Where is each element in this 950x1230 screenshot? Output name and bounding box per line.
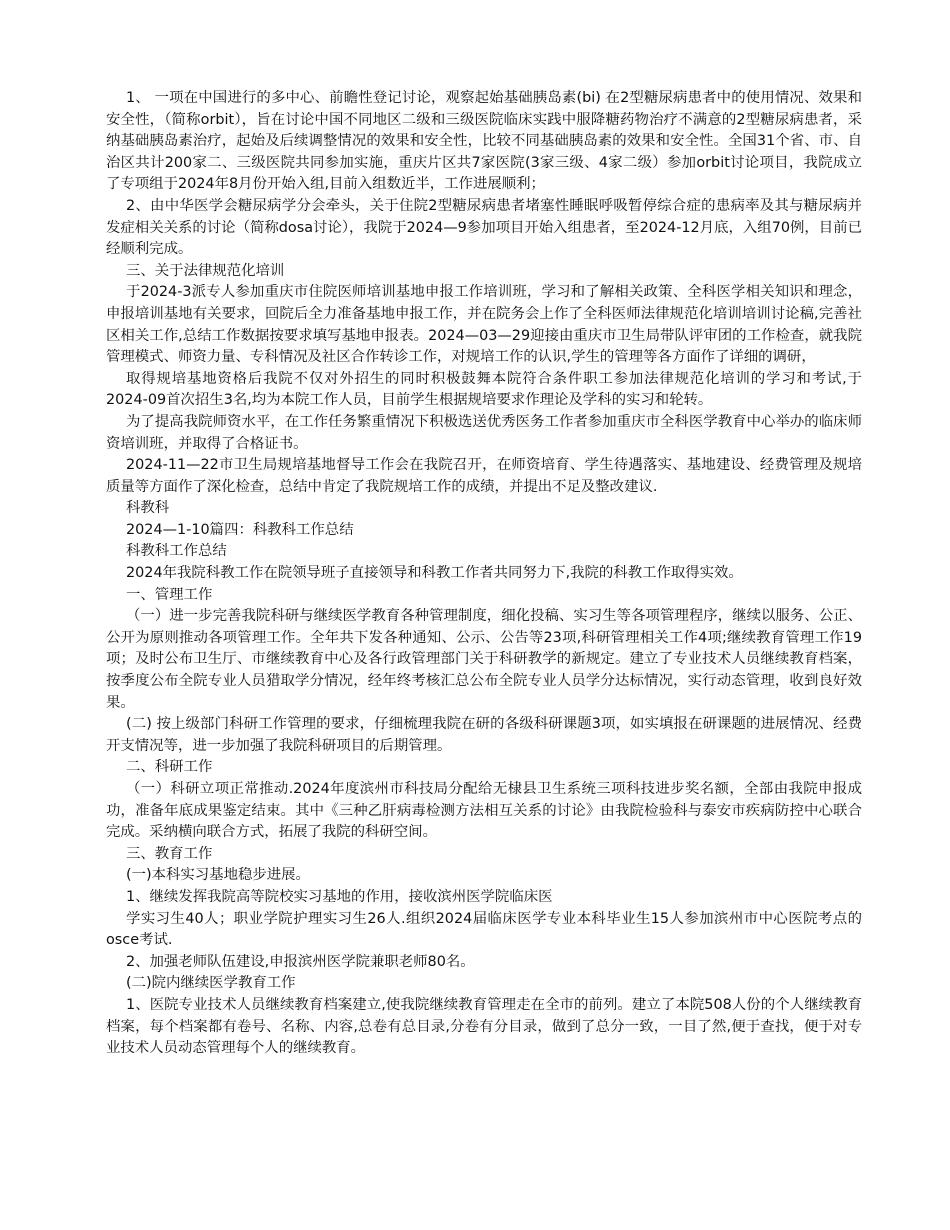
paragraph-training-base-application: 于2024-3派专人参加重庆市住院医师培训基地申报工作培训班，学习和了解相关政策、全科医学相关知识和理念，申报培训基地有关要求，回院后全力准备基地申报工作，并在院务会上作了全科医师法律规范化培训培训讨论稿,完善社区相关工作,总结工作数据按要求填写基地申报表。2024—03—29迎接由重庆市卫生局带队评审团的工作检查，就我院管理模式、师资力量、专科情况及社区合作转诊工作，对规培工作的认识,学生的管理等各方面作了详细的调研， xyxy=(106,284,862,366)
paragraph-management-1: （一）进一步完善我院科研与继续医学教育各种管理制度，细化投稿、实习生等各项管理程序，继续以服务、公正、公开为原则推动各项管理工作。全年共下发各种通知、公示、公告等23项,科研管理相关工作4项;继续教育管理工作19项；及时公布卫生厅、市继续教育中心及各行政管理部门关于科研教学的新规定。建立了专业技术人员继续教育档案，按季度公布全院专业人员猎取学分情况，经年终考核汇总公布全院专业人员学分达标情况，实行动态管理，收到良好效果。 xyxy=(106,608,862,711)
paragraph-management-2: (二) 按上级部门科研工作管理的要求，仔细梳理我院在研的各级科研课题3项，如实填报在研课题的进展情况、经费开支情况等，进一步加强了我院科研项目的后期管理。 xyxy=(106,716,862,754)
paragraph-dosa-study: 2、由中华医学会糖尿病学分会牵头，关于住院2型糖尿病患者堵塞性睡眠呼吸暂停综合症的患病率及其与糖尿病并发症相关关系的讨论（简称dosa讨论），我院于2024—9参加项目开始入组患者，至2024-12月底，入组70例，目前已经顺利完成。 xyxy=(106,197,862,258)
section-heading-management: 一、管理工作 xyxy=(126,586,213,603)
section-heading-legal-training: 三、关于法律规范化培训 xyxy=(126,262,285,279)
paragraph-training-qualification: 取得规培基地资格后我院不仅对外招生的同时积极鼓舞本院符合条件职工参加法律规范化培训的学习和考试,于2024-09首次招生3名,均为本院工作人员，目前学生根据规培要求作理论及学科的实习和轮转。 xyxy=(106,370,862,409)
paragraph-internship-1: 1、继续发挥我院高等院校实习基地的作用，接收滨州医学院临床医 xyxy=(126,888,553,905)
section-heading-research: 二、科研工作 xyxy=(126,759,213,776)
subheading-internship-base: (一)本科实习基地稳步进展。 xyxy=(126,867,310,884)
paragraph-teacher-team: 2、加强老师队伍建设,申报滨州医学院兼职老师80名。 xyxy=(126,953,475,970)
paragraph-teacher-training: 为了提高我院师资水平，在工作任务繁重情况下积极选送优秀医务工作者参加重庆市全科医学教育中心举办的临床师资培训班，并取得了合格证书。 xyxy=(106,413,862,452)
document-page xyxy=(106,88,862,1060)
signature-department: 科教科 xyxy=(126,500,170,517)
document-title: 科教科工作总结 xyxy=(126,543,227,560)
paragraph-intro-summary: 2024年我院科教工作在院领导班子直接领导和科教工作者共同努力下,我院的科教工作取得实效。 xyxy=(126,565,743,582)
paragraph-supervision-meeting: 2024-11—22市卫生局规培基地督导工作会在我院召开，在师资培育、学生待遇落实、基地建设、经费管理及规培质量等方面作了深化检查，总结中肯定了我院规培工作的成绩，并提出不足及整改建议. xyxy=(106,457,862,495)
paragraph-research-1: （一）科研立项正常推动.2024年度滨州市科技局分配给无棣县卫生系统三项科技进步奖名额，全部由我院申报成功，准备年底成果鉴定结束。其中《三种乙肝病毒检测方法相互关系的讨论》由我院检验科与泰安市疾病防控中心联合完成。采纳横向联合方式，拓展了我院的科研空间。 xyxy=(106,781,862,841)
paragraph-orbit-study: 1、 一项在中国进行的多中心、前瞻性登记讨论，观察起始基础胰岛素(bi) 在2型糖尿病患者中的使用情况、效果和安全性，（简称orbit），旨在讨论中国不同地区二级和三级医院临床实践中服降糖药物治疗不满意的2型糖尿病患者，采纳基础胰岛素治疗，起始及后续调整情况的效果和安全性，比较不同基础胰岛素的效果和安全性。全国31个省、市、自治区共计200家二、三级医院共同参加实施，重庆片区共7家医院(3家三级、4家二级）参加orbit讨论项目，我院成立了专项组于2024年8月份开始入组,目前入组数近半，工作进展顺利； xyxy=(106,90,862,193)
date-and-article-title: 2024—1-10篇四：科教科工作总结 xyxy=(126,521,354,538)
paragraph-continuing-education-archive: 1、医院专业技术人员继续教育档案建立,使我院继续教育管理走在全市的前列。建立了本院508人份的个人继续教育档案，每个档案都有卷号、名称、内容,总卷有总目录,分卷有分目录，做到了总分一致，一目了然,便于查找，便于对专业技术人员动态管理每个人的继续教育。 xyxy=(106,996,862,1057)
section-heading-education: 三、教育工作 xyxy=(126,845,213,862)
paragraph-internship-students: 学实习生40人；职业学院护理实习生26人.组织2024届临床医学专业本科毕业生15人参加滨州市中心医院考点的osce考试. xyxy=(106,910,862,949)
subheading-continuing-education: (二)院内继续医学教育工作 xyxy=(126,975,296,992)
